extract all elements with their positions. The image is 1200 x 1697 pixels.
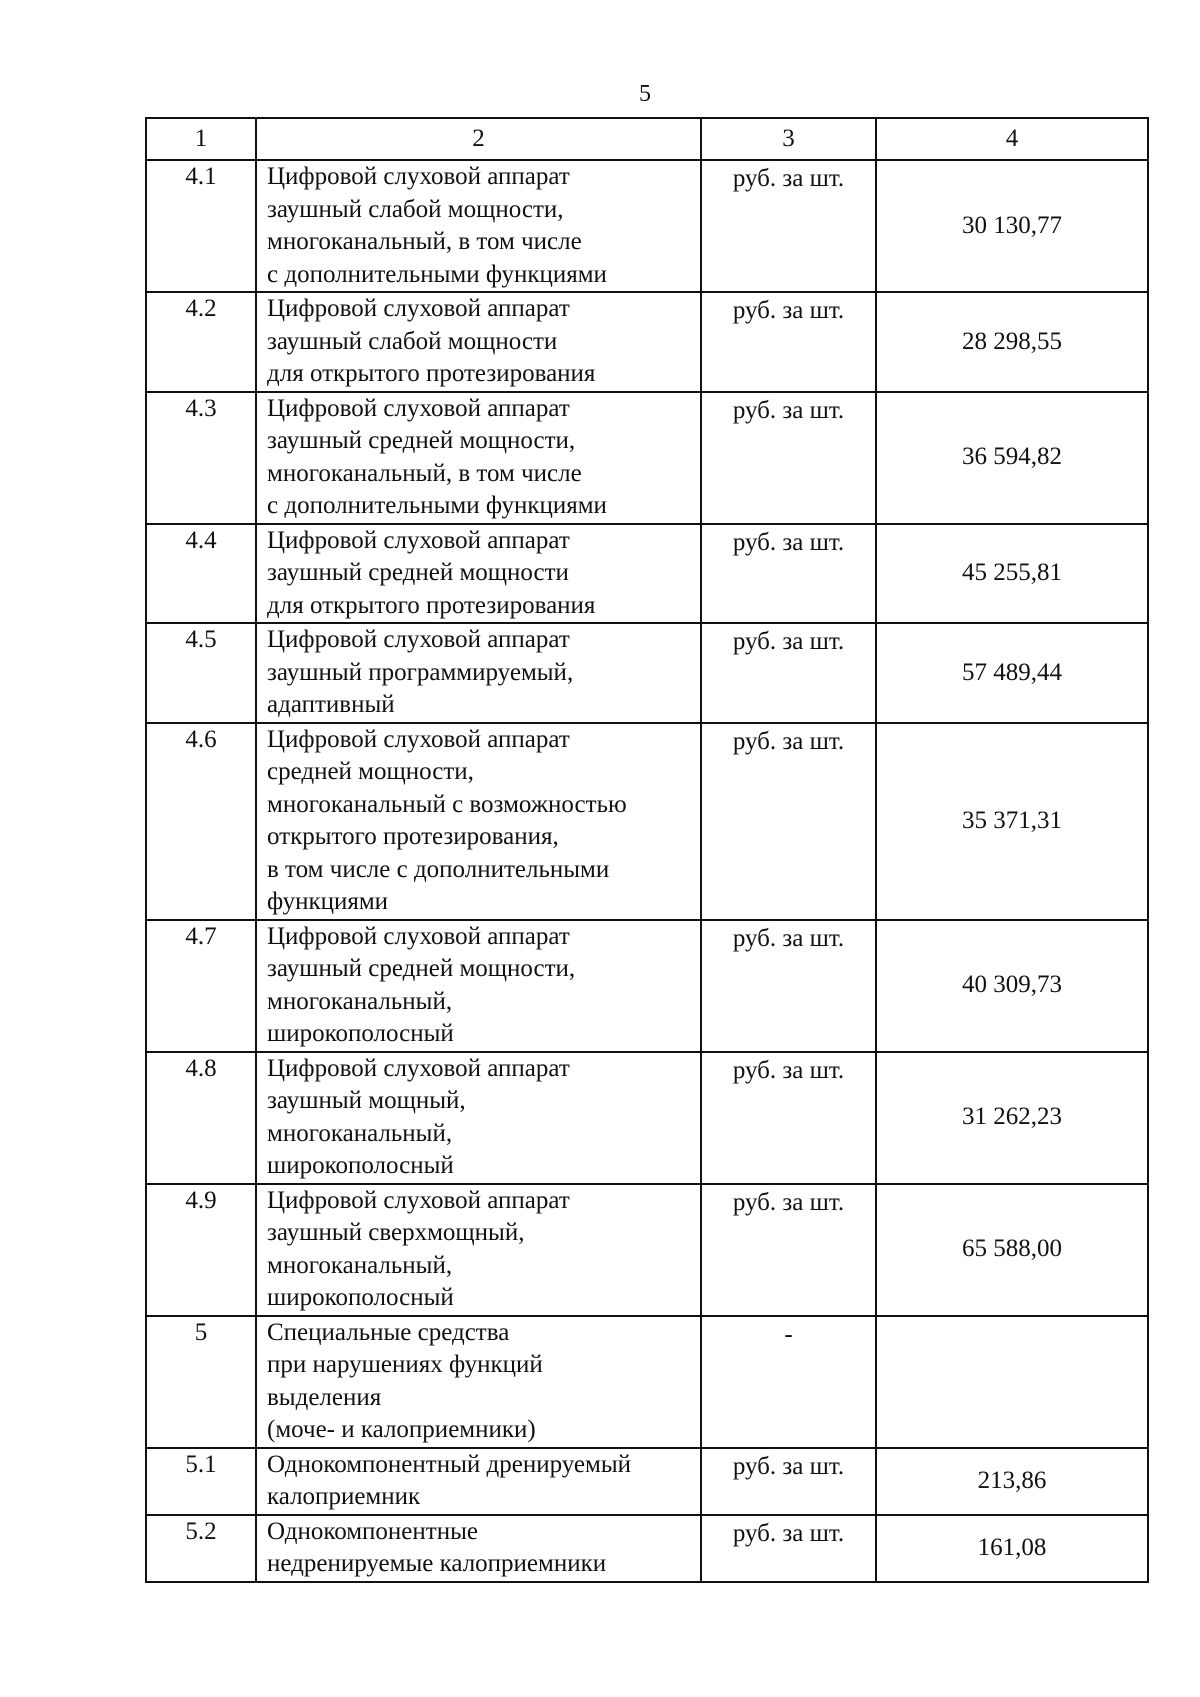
price-table: [145, 117, 1149, 1583]
table-row: [146, 920, 1148, 1052]
description-line: многоканальный, в том числе: [267, 459, 582, 487]
row-number: 4.3: [146, 392, 256, 524]
row-description: [256, 1448, 701, 1515]
description-line: для открытого протезирования: [267, 360, 596, 387]
description-line: Цифровой слуховой аппарат: [267, 922, 570, 950]
table-row: [146, 1184, 1148, 1316]
row-price: 161,08: [876, 1515, 1148, 1582]
description-line: калоприемник: [267, 1483, 421, 1510]
row-description: [256, 292, 701, 392]
row-unit: руб. за шт.: [701, 392, 876, 524]
description-line: многоканальный,: [267, 987, 453, 1015]
description-line: Цифровой слуховой аппарат: [267, 394, 570, 422]
row-description: [256, 1515, 701, 1582]
row-number: 4.5: [146, 623, 256, 723]
description-line: адаптивный: [267, 691, 395, 718]
row-price: 57 489,44: [876, 623, 1148, 723]
header-row: [146, 118, 1148, 160]
description-line: широкополосный: [267, 1152, 454, 1179]
description-line: заушный сверхмощный,: [267, 1219, 525, 1246]
table-row: [146, 524, 1148, 624]
description-line: заушный мощный,: [267, 1087, 466, 1114]
description-line: Однокомпонентные: [267, 1517, 478, 1545]
description-line: заушный программируемый,: [267, 658, 574, 686]
description-line: Специальные средства: [267, 1318, 510, 1346]
row-price: 30 130,77: [876, 160, 1148, 292]
description-line: (моче- и калоприемники): [267, 1416, 536, 1443]
row-price: 213,86: [876, 1448, 1148, 1515]
description-line: Цифровой слуховой аппарат: [267, 1054, 570, 1082]
row-unit: руб. за шт.: [701, 524, 876, 624]
description-line: Цифровой слуховой аппарат: [267, 1186, 570, 1214]
table-row: [146, 160, 1148, 292]
row-number: 5.1: [146, 1448, 256, 1515]
row-unit: руб. за шт.: [701, 920, 876, 1052]
description-line: Цифровой слуховой аппарат: [267, 725, 570, 753]
row-price: 65 588,00: [876, 1184, 1148, 1316]
description-line: широкополосный: [267, 1020, 454, 1047]
description-line: многоканальный,: [267, 1251, 453, 1279]
row-price: 28 298,55: [876, 292, 1148, 392]
header-col-3: 3: [701, 118, 876, 160]
table-row: [146, 1052, 1148, 1184]
row-price: 36 594,82: [876, 392, 1148, 524]
row-unit: руб. за шт.: [701, 1515, 876, 1582]
row-price: [876, 1316, 1148, 1448]
row-unit: руб. за шт.: [701, 723, 876, 920]
row-description: [256, 623, 701, 723]
row-number: 4.8: [146, 1052, 256, 1184]
row-number: 4.4: [146, 524, 256, 624]
description-line: Однокомпонентный дренируемый: [267, 1450, 632, 1478]
table-row: [146, 623, 1148, 723]
row-price: 35 371,31: [876, 723, 1148, 920]
row-price: 45 255,81: [876, 524, 1148, 624]
row-price: 31 262,23: [876, 1052, 1148, 1184]
description-line: широкополосный: [267, 1284, 454, 1311]
description-line: с дополнительными функциями: [267, 492, 607, 519]
description-line: заушный слабой мощности,: [267, 195, 564, 223]
description-line: многоканальный,: [267, 1119, 453, 1147]
row-description: [256, 524, 701, 624]
table-row: [146, 292, 1148, 392]
row-number: 4.9: [146, 1184, 256, 1316]
row-number: 4.2: [146, 292, 256, 392]
description-line: для открытого протезирования: [267, 591, 596, 619]
row-number: 5: [146, 1316, 256, 1448]
description-line: выделения: [267, 1383, 382, 1411]
header-col-2: 2: [256, 118, 701, 160]
table-row: [146, 392, 1148, 524]
row-description: [256, 723, 701, 920]
description-line: средней мощности,: [267, 758, 474, 785]
description-line: Цифровой слуховой аппарат: [267, 295, 570, 322]
description-line: заушный средней мощности,: [267, 955, 576, 982]
row-unit: руб. за шт.: [701, 1184, 876, 1316]
row-number: 4.7: [146, 920, 256, 1052]
row-description: [256, 1052, 701, 1184]
description-line: многоканальный, в том числе: [267, 228, 582, 255]
table-row: [146, 1316, 1148, 1448]
description-line: недренируемые калоприемники: [267, 1550, 607, 1577]
header-col-4: 4: [876, 118, 1148, 160]
row-description: [256, 1184, 701, 1316]
description-line: с дополнительными функциями: [267, 260, 607, 288]
row-description: [256, 160, 701, 292]
page-number: 5: [639, 81, 651, 107]
row-price: 40 309,73: [876, 920, 1148, 1052]
table-row: [146, 1448, 1148, 1515]
row-unit: руб. за шт.: [701, 1448, 876, 1515]
table-row: [146, 723, 1148, 920]
description-line: многоканальный с возможностью: [267, 790, 627, 818]
table-row: [146, 1515, 1148, 1582]
description-line: заушный средней мощности,: [267, 427, 576, 454]
row-unit: -: [701, 1316, 876, 1448]
row-unit: руб. за шт.: [701, 623, 876, 723]
row-unit: руб. за шт.: [701, 160, 876, 292]
description-line: открытого протезирования,: [267, 823, 559, 850]
description-line: Цифровой слуховой аппарат: [267, 626, 570, 653]
row-number: 4.6: [146, 723, 256, 920]
description-line: в том числе с дополнительными: [267, 855, 610, 883]
description-line: при нарушениях функций: [267, 1351, 543, 1378]
row-description: [256, 1316, 701, 1448]
description-line: Цифровой слуховой аппарат: [267, 163, 570, 190]
description-line: функциями: [267, 888, 389, 915]
row-number: 4.1: [146, 160, 256, 292]
description-line: заушный слабой мощности: [267, 327, 558, 355]
description-line: заушный средней мощности: [267, 559, 569, 586]
row-description: [256, 392, 701, 524]
row-description: [256, 920, 701, 1052]
description-line: Цифровой слуховой аппарат: [267, 526, 570, 554]
row-unit: руб. за шт.: [701, 292, 876, 392]
row-unit: руб. за шт.: [701, 1052, 876, 1184]
header-col-1: 1: [146, 118, 256, 160]
row-number: 5.2: [146, 1515, 256, 1582]
